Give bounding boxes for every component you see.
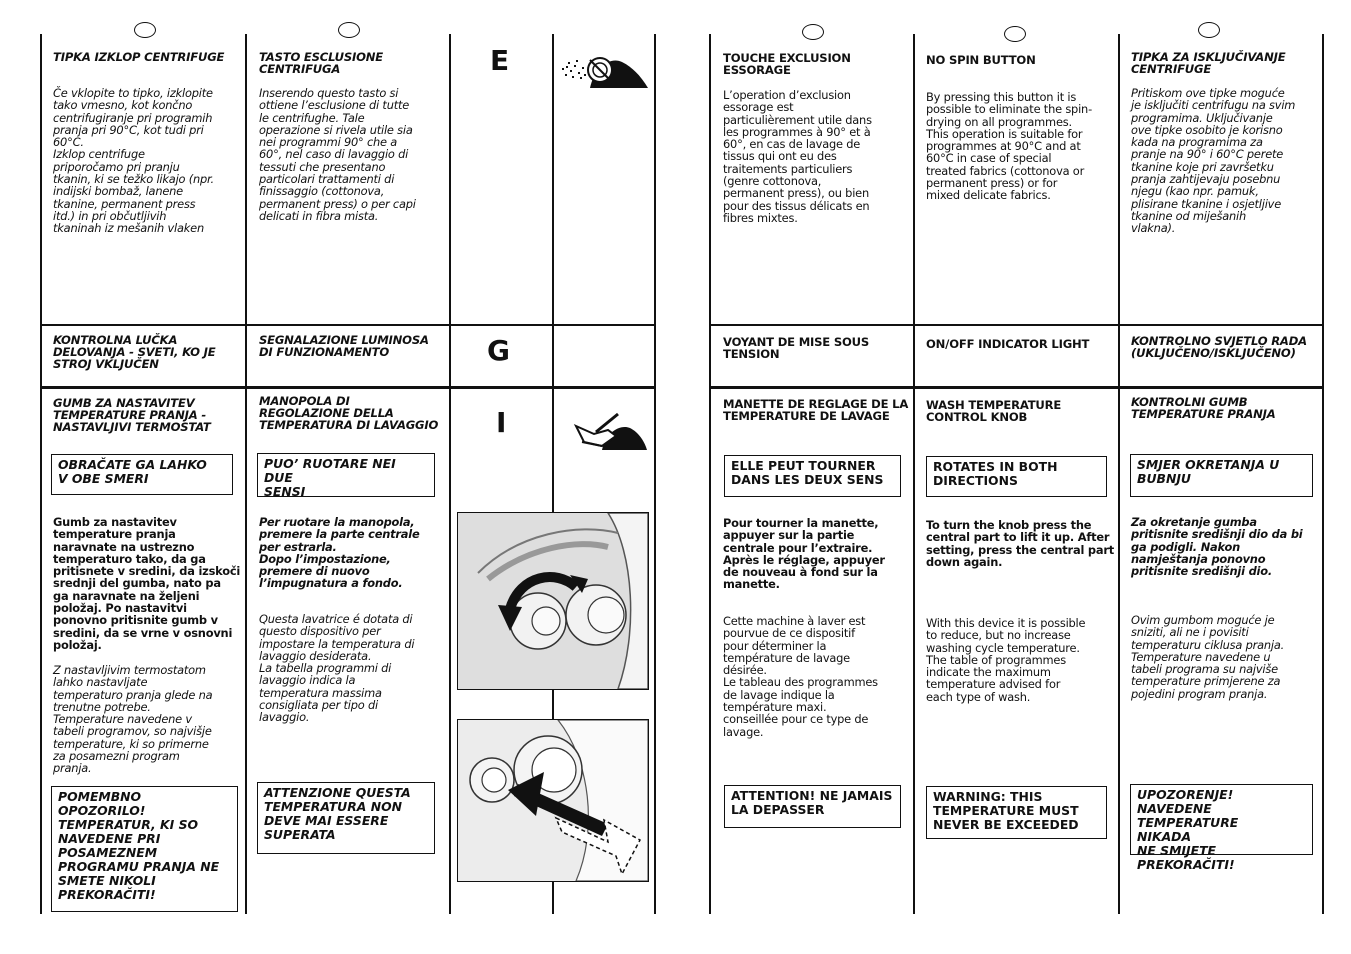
column-rule (913, 34, 915, 914)
en-warning-box: WARNING: THIS TEMPERATURE MUST NEVER BE EXCEEDED (926, 786, 1107, 839)
column-rule (245, 34, 247, 914)
fr-knob-description: Cette machine à laver est pourvue de ce dispositif pour déterminer la température de lavage désirée. Le tableau des programmes de lavage indique la température maxi. conseillée pour ce type de lavage. (723, 614, 878, 739)
flag-circle-icon (134, 22, 156, 38)
en-indicator-title: ON/OFF INDICATOR LIGHT (926, 337, 1090, 351)
en-no-spin-title: NO SPIN BUTTON (926, 53, 1036, 67)
it-warning-box: ATTENZIONE QUESTA TEMPERATURA NON DEVE MAI ESSERE SUPERATA (257, 782, 435, 854)
hr-knob-description: Ovim gumbom moguće je sniziti, ali ne i povisiti temperaturu ciklusa pranja. Temperature navedene u tabeli programa su najviše temperature primjerene za pojedini program pranja. (1131, 613, 1285, 701)
flag-circle-icon (338, 22, 360, 38)
it-no-spin-text: Inserendo questo tasto si ottiene l’esclusione di tutte le centrifughe. Tale operazione si rivela utile sia nei programmi 90° che a 60°, nel caso di lavaggio di tessuti che presentano particolari trattamenti di finissaggio (cottonova, permanent press) o per capi delicati in fibra mista. (259, 86, 416, 223)
hand-pointer-icon (572, 406, 648, 454)
hr-warning-box: UPOZORENJE! NAVEDENE TEMPERATURE NIKADA NE SMIJETE PREKORAČITI! (1130, 784, 1313, 855)
hr-indicator-title: KONTROLNO SVJETLO RADA (UKLJUČENO/ISKLJUČENO) (1131, 334, 1307, 360)
knob-rotate-illustration (457, 512, 649, 690)
sl-knob-instructions: Gumb za nastavitev temperature pranja naravnate na ustrezno temperaturo tako, da ga pritisnete v sredini, da izskoči srednji del gumba, nato pa ga naravnate na željeni položaj. Po nastavitvi ponovno pritisnite gumb v sredini, da se vrne v osnovni položaj. (53, 515, 241, 652)
it-knob-instructions: Per ruotare la manopola, premere la parte centrale per estrarla. Dopo l’impostazione, premere di nuovo l’impugnatura a fondo. (259, 515, 420, 591)
letter-i: I (496, 406, 507, 439)
flag-circle-icon (802, 24, 824, 40)
hr-no-spin-text: Pritiskom ove tipke moguće je isključiti centrifugu na svim programima. Uključivanje ove tipke osobito je korisno kada na programima za pranje na 90° i 60°C perete tkanine koje pri završetku pranja zahtijevaju posebnu njegu (kao npr. pamuk, plisirane tkanine i osjetljive tkanine od miješanih vlakna). (1131, 86, 1296, 236)
en-knob-instructions: To turn the knob press the central part to lift it up. After setting, press the central part down again. (926, 518, 1115, 569)
it-temp-knob-title: MANOPOLA DI REGOLAZIONE DELLA TEMPERATURA DI LAVAGGIO (259, 394, 439, 432)
letter-g: G (487, 334, 510, 367)
flag-circle-icon (1004, 26, 1026, 42)
row-rule (709, 386, 1324, 389)
fr-warning-box: ATTENTION! NE JAMAIS LA DEPASSER (724, 785, 901, 828)
fr-no-spin-title: TOUCHE EXCLUSION ESSORAGE (723, 51, 851, 77)
sl-no-spin-text: Če vklopite to tipko, izklopite tako vmesno, kot končno centrifugiranje pri programih pranja pri 90°C, kot tudi pri 60°C. Izklop centrifuge priporočamo pri pranju tkanin, ki se težko likajo (npr. indijski bombaž, lanene tkanine, permanent press itd.) in pri občutljivih tkaninah iz mešanih vlaken (53, 86, 214, 236)
flag-circle-icon (1198, 22, 1220, 38)
en-rotate-note: ROTATES IN BOTH DIRECTIONS (926, 456, 1107, 497)
knob-press-illustration (457, 719, 649, 882)
sl-temp-knob-title: GUMB ZA NASTAVITEV TEMPERATURE PRANJA - NASTAVLJIVI TERMOSTAT (53, 396, 211, 434)
fr-indicator-title: VOYANT DE MISE SOUS TENSION (723, 335, 870, 361)
fr-rotate-note: ELLE PEUT TOURNER DANS LES DEUX SENS (724, 455, 901, 497)
sl-rotate-note: OBRAČATE GA LAHKO V OBE SMERI (51, 454, 233, 495)
sl-no-spin-title: TIPKA IZKLOP CENTRIFUGE (53, 50, 225, 64)
hr-no-spin-title: TIPKA ZA ISKLJUČIVANJE CENTRIFUGE (1131, 50, 1286, 76)
sl-warning-box: POMEMBNO OPOZORILO! TEMPERATUR, KI SO NAVEDENE PRI POSAMEZNEM PROGRAMU PRANJA NE SMETE NIKOLI PREKORAČITI! (51, 786, 238, 912)
hr-temp-knob-title: KONTROLNI GUMB TEMPERATURE PRANJA (1131, 395, 1276, 421)
en-knob-description: With this device it is possible to reduce, but no increase washing cycle temperature. The table of programmes indicate the maximum temperature advised for each type of wash. (926, 616, 1086, 704)
row-rule (40, 324, 656, 326)
sl-indicator-title: KONTROLNA LUČKA DELOVANJA - SVETI, KO JE STROJ VKLJUČEN (53, 333, 216, 371)
en-temp-knob-title: WASH TEMPERATURE CONTROL KNOB (926, 398, 1062, 424)
fr-temp-knob-title: MANETTE DE REGLAGE DE LA TEMPERATURE DE LAVAGE (723, 397, 909, 423)
fr-no-spin-text: L’operation d’exclusion essorage est particulièrement utile dans les programmes à 90° et à 60°, en cas de lavage de tissus qui ont eu des traitements particuliers (genre cottonova, permanent press), ou bien pour des tissus délicats en fibres mixtes. (723, 88, 872, 225)
row-rule (709, 324, 1324, 326)
row-rule (40, 386, 656, 389)
sl-knob-description: Z nastavljivim termostatom lahko nastavljate temperaturo pranja glede na trenutne potrebe. Temperature navedene v tabeli programov, so najvišje temperature, ki so primerne za posamezni program pranja. (53, 663, 213, 776)
column-rule (709, 34, 711, 914)
it-indicator-title: SEGNALAZIONE LUMINOSA DI FUNZIONAMENTO (259, 333, 429, 359)
hr-knob-instructions: Za okretanje gumba pritisnite središnji dio da bi ga podigli. Nakon namještanja ponovno pritisnite središnji dio. (1131, 515, 1303, 579)
column-rule (40, 34, 42, 914)
column-rule (654, 34, 656, 914)
it-no-spin-title: TASTO ESCLUSIONE CENTRIFUGA (259, 50, 384, 76)
letter-e: E (490, 44, 510, 77)
column-rule (1322, 34, 1324, 914)
hr-rotate-note: SMJER OKRETANJA U BUBNJU (1130, 454, 1313, 497)
en-no-spin-text: By pressing this button it is possible to eliminate the spin- drying on all programmes. This operation is suitable for programmes at 90°C and at 60°C in case of special treated fabrics (cottonova or permanent press) or for mixed delicate fabrics. (926, 90, 1092, 203)
it-knob-description: Questa lavatrice é dotata di questo dispositivo per impostare la temperatura di lavaggio desiderata. La tabella programmi di lavaggio indica la temperatura massima consigliata per tipo di lavaggio. (259, 612, 415, 725)
it-rotate-note: PUO’ RUOTARE NEI DUE SENSI (257, 453, 435, 497)
no-spin-icon (560, 48, 650, 92)
column-rule (449, 34, 451, 914)
fr-knob-instructions: Pour tourner la manette, appuyer sur la partie centrale pour l’extraire. Après le réglage, appuyer de nouveau à fond sur la manette. (723, 516, 885, 592)
column-rule (1118, 34, 1120, 914)
